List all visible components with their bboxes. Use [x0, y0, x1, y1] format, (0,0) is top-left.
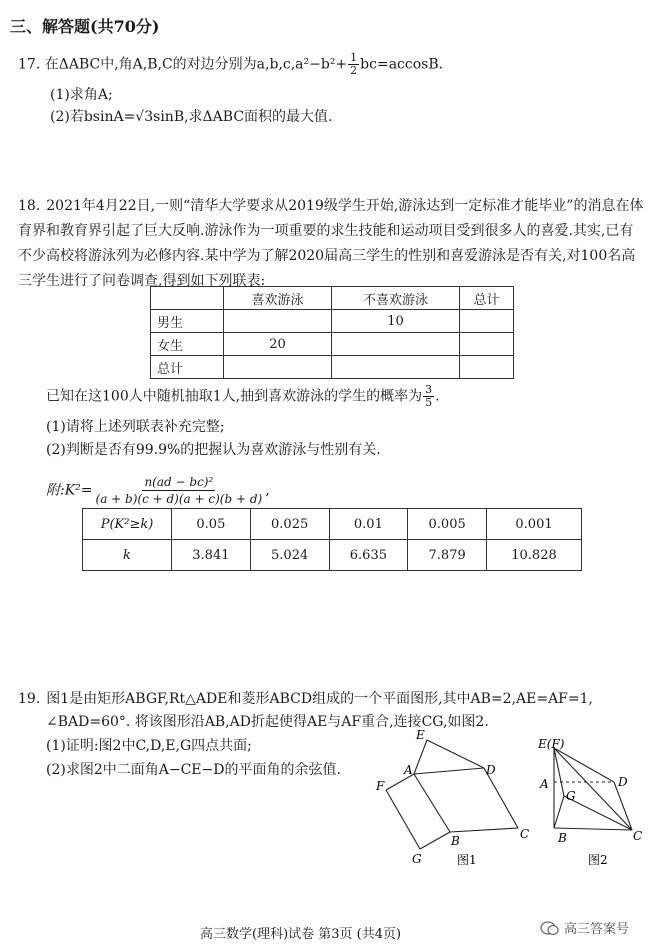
fig1-label-D: D [486, 763, 496, 777]
figure-2-diagram [532, 732, 650, 872]
q17-part2: (2)若bsinA=√3sinB,求ΔABC面积的最大值. [50, 109, 333, 125]
table-cell: 7.879 [408, 540, 487, 571]
q18-formula-num: n(ad − bc)² [144, 475, 214, 489]
table-cell [151, 287, 224, 310]
fig1-label-B: B [451, 834, 460, 848]
q18-formula-label: 附:K²= [46, 482, 93, 499]
q18-paragraph [18, 194, 646, 294]
table-cell: k [83, 540, 172, 571]
table-cell: 0.05 [172, 509, 251, 540]
q17-part1: (1)求角A; [50, 87, 113, 103]
fig1-label-C: C [520, 827, 530, 841]
q18-formula-fraction [94, 474, 265, 507]
fig1-label-G: G [412, 852, 422, 866]
fig1-label-A: A [404, 763, 413, 777]
table-cell: 5.024 [250, 540, 329, 571]
q17-stem-post: bc=accosB. [360, 56, 444, 73]
fig2-caption: 图2 [588, 853, 608, 867]
q18-part1: (1)请将上述列联表补充完整; [46, 419, 225, 435]
table-row-label: 男生 [151, 310, 224, 333]
q19-part1: (1)证明:图2中C,D,E,G四点共面; [46, 738, 252, 754]
q18-part2: (2)判断是否有99.9%的把握认为喜欢游泳与性别有关. [46, 442, 381, 458]
q18-formula [46, 474, 270, 507]
table-row [83, 509, 582, 540]
fig2-label-C: C [633, 829, 643, 843]
fig2-label-G: G [566, 789, 576, 803]
q17-fraction [348, 52, 359, 77]
fig2-label-A: A [540, 777, 549, 791]
table-row [151, 310, 514, 333]
q18-number: 18. [18, 198, 41, 214]
table-header: 喜欢游泳 [224, 287, 332, 310]
fig2-label-D: D [618, 775, 628, 789]
watermark [540, 918, 629, 937]
q18-prob-fraction [423, 384, 434, 409]
table-cell: 10.828 [487, 540, 582, 571]
q18-prob-num: 3 [425, 383, 433, 396]
q17-frac-den: 2 [350, 64, 358, 77]
fig1-label-F: F [376, 779, 385, 793]
table-row [83, 540, 582, 571]
fig1-label-E: E [416, 728, 425, 742]
table-cell: 0.025 [250, 509, 329, 540]
q18-formula-post: , [265, 482, 270, 499]
q18-probability [46, 384, 440, 409]
table-row [151, 333, 514, 356]
q17-frac-num: 1 [350, 51, 358, 64]
table-cell: 0.01 [329, 509, 408, 540]
table-cell: 20 [224, 333, 332, 356]
q18-formula-den: (a + b)(c + d)(a + c)(b + d) [95, 492, 263, 506]
table-cell [460, 310, 514, 333]
table-header: 不喜欢游泳 [332, 287, 460, 310]
table-cell [224, 310, 332, 333]
page-footer: 高三数学(理科)试卷 第3页 (共4页) [200, 927, 402, 942]
table-row-label: 女生 [151, 333, 224, 356]
q18-prob-pre: 已知在这100人中随机抽取1人,抽到喜欢游泳的学生的概率为 [46, 388, 423, 405]
q18-text: 2021年4月22日,一则“清华大学要求从2019级学生开始,游泳达到一定标准才能毕业”的消息在体育界和教育界引起了巨大反响.游泳作为一项重要的求生技能和运动项目受到很多人的喜爱.其实,已有不少高校将游泳列为必修内容.某中学为了解2020届高三学生的性别和喜爱游泳是否有关,对100名高三学生进行了问卷调查,得到如下列联表: [18, 198, 644, 289]
wechat-icon [540, 920, 560, 936]
q19-line1 [18, 689, 593, 709]
fig2-label-EF: E(F) [538, 737, 565, 751]
table-cell [332, 333, 460, 356]
table-row [151, 356, 514, 379]
q19-number: 19. [18, 691, 41, 707]
section-title: 三、解答题(共70分) [10, 17, 160, 36]
q19-line2: ∠BAD=60°. 将该图形沿AB,AD折起使得AE与AF重合,连接CG,如图2. [46, 714, 489, 730]
q17-stem [18, 52, 443, 77]
table-cell [224, 356, 332, 379]
table-cell: P(K²≥k) [83, 509, 172, 540]
table-header: 总计 [460, 287, 514, 310]
critical-value-table [82, 508, 582, 571]
table-cell: 10 [332, 310, 460, 333]
table-cell: 3.841 [172, 540, 251, 571]
q18-prob-den: 5 [425, 396, 433, 409]
table-cell: 6.635 [329, 540, 408, 571]
figure-1-diagram [372, 724, 537, 874]
table-cell [332, 356, 460, 379]
q17-stem-pre: 在ΔABC中,角A,B,C的对边分别为a,b,c,a²−b²+ [44, 56, 348, 73]
table-cell [460, 333, 514, 356]
table-row [151, 287, 514, 310]
watermark-text: 高三答案号 [564, 922, 630, 937]
q17-number: 17. [18, 56, 41, 73]
q19-line1-text: 图1是由矩形ABGF,Rt△ADE和菱形ABCD组成的一个平面图形,其中AB=2,AE=AF=1, [46, 691, 593, 707]
table-cell: 0.001 [487, 509, 582, 540]
fig2-label-B: B [558, 831, 567, 845]
fig1-caption: 图1 [457, 853, 477, 867]
table-cell [460, 356, 514, 379]
q19-part2: (2)求图2中二面角A−CE−D的平面角的余弦值. [46, 762, 341, 778]
table-row-label: 总计 [151, 356, 224, 379]
q18-prob-post: . [435, 388, 440, 405]
table-cell: 0.005 [408, 509, 487, 540]
contingency-table [150, 286, 514, 379]
